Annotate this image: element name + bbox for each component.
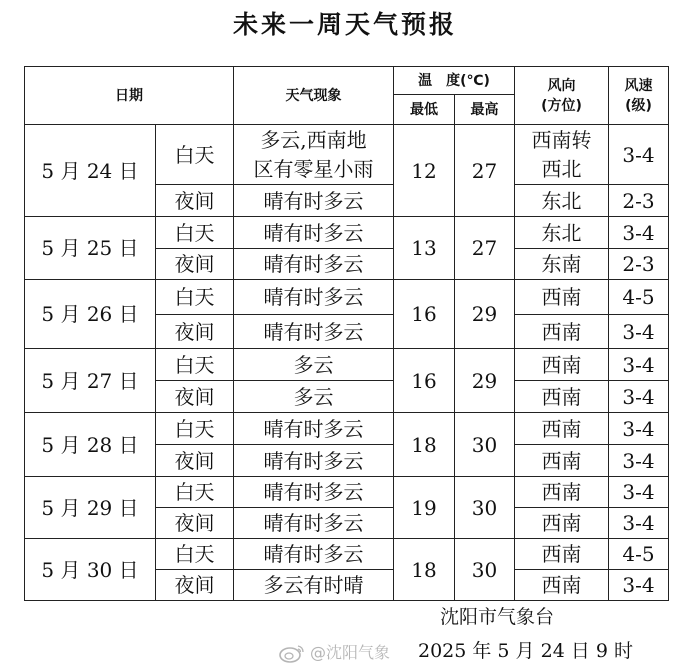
weather-night: 多云 bbox=[234, 381, 394, 413]
watermark bbox=[278, 642, 390, 664]
table-row bbox=[25, 477, 669, 508]
weather-day: 晴有时多云 bbox=[234, 477, 394, 508]
table-row bbox=[25, 349, 669, 381]
wind-dir-day: 西南 bbox=[515, 349, 609, 381]
header-wind-speed bbox=[609, 67, 669, 125]
wind-speed-day: 3-4 bbox=[609, 349, 669, 381]
table-row bbox=[25, 217, 669, 249]
wind-speed-night: 3-4 bbox=[609, 445, 669, 477]
header-temperature: 温 度(℃) bbox=[394, 67, 515, 95]
temp-low: 18 bbox=[394, 413, 455, 477]
weather-night: 晴有时多云 bbox=[234, 508, 394, 539]
weather-day: 晴有时多云 bbox=[234, 280, 394, 315]
weather-day: 晴有时多云 bbox=[234, 217, 394, 249]
wind-dir-day-line1: 西南转 bbox=[531, 127, 592, 152]
wind-dir-day: 西南 bbox=[515, 413, 609, 445]
weather-day: 多云 bbox=[234, 349, 394, 381]
wind-speed-day: 3-4 bbox=[609, 125, 669, 185]
wind-speed-night: 2-3 bbox=[609, 249, 669, 280]
temp-low: 13 bbox=[394, 217, 455, 280]
temp-high: 30 bbox=[455, 477, 515, 539]
header-wind-direction-line1: 风向 bbox=[547, 77, 576, 94]
header-wind-direction-line2: (方位) bbox=[541, 97, 582, 114]
wind-dir-day: 西南 bbox=[515, 539, 609, 570]
period-day: 白天 bbox=[156, 125, 234, 185]
period-night: 夜间 bbox=[156, 381, 234, 413]
temp-high: 29 bbox=[455, 280, 515, 349]
wind-dir-night: 西南 bbox=[515, 381, 609, 413]
issuing-station: 沈阳市气象台 bbox=[440, 606, 555, 628]
wind-speed-day: 3-4 bbox=[609, 413, 669, 445]
period-day: 白天 bbox=[156, 280, 234, 315]
header-wind-speed-line2: (级) bbox=[625, 97, 652, 114]
wind-speed-night: 3-4 bbox=[609, 570, 669, 601]
weather-night: 多云有时晴 bbox=[234, 570, 394, 601]
weather-day: 晴有时多云 bbox=[234, 413, 394, 445]
header-high: 最高 bbox=[455, 95, 515, 125]
page-title: 未来一周天气预报 bbox=[232, 10, 457, 39]
weather-day-line2: 区有零星小雨 bbox=[253, 156, 374, 181]
period-night: 夜间 bbox=[156, 570, 234, 601]
period-night: 夜间 bbox=[156, 315, 234, 349]
wind-dir-night: 东南 bbox=[515, 249, 609, 280]
period-night: 夜间 bbox=[156, 249, 234, 280]
date-cell: 5 月 26 日 bbox=[25, 280, 156, 349]
weibo-icon bbox=[278, 643, 306, 663]
wind-speed-day: 3-4 bbox=[609, 477, 669, 508]
date-cell: 5 月 25 日 bbox=[25, 217, 156, 280]
period-night: 夜间 bbox=[156, 445, 234, 477]
wind-speed-night: 3-4 bbox=[609, 315, 669, 349]
temp-low: 12 bbox=[394, 125, 455, 217]
date-cell: 5 月 28 日 bbox=[25, 413, 156, 477]
temp-high: 29 bbox=[455, 349, 515, 413]
table-row bbox=[25, 125, 669, 185]
wind-speed-day: 3-4 bbox=[609, 217, 669, 249]
date-cell: 5 月 27 日 bbox=[25, 349, 156, 413]
wind-dir-day: 西南 bbox=[515, 280, 609, 315]
weather-night: 晴有时多云 bbox=[234, 249, 394, 280]
period-day: 白天 bbox=[156, 413, 234, 445]
weather-day: 晴有时多云 bbox=[234, 539, 394, 570]
period-day: 白天 bbox=[156, 539, 234, 570]
table-row bbox=[25, 280, 669, 315]
date-cell: 5 月 29 日 bbox=[25, 477, 156, 539]
wind-dir-day: 东北 bbox=[515, 217, 609, 249]
weather-day bbox=[234, 125, 394, 185]
period-day: 白天 bbox=[156, 217, 234, 249]
date-cell: 5 月 30 日 bbox=[25, 539, 156, 601]
wind-dir-day: 西南 bbox=[515, 477, 609, 508]
wind-dir-night: 西南 bbox=[515, 570, 609, 601]
header-weather: 天气现象 bbox=[234, 67, 394, 125]
header-low: 最低 bbox=[394, 95, 455, 125]
wind-dir-night: 西南 bbox=[515, 508, 609, 539]
header-date: 日期 bbox=[25, 67, 234, 125]
wind-speed-day: 4-5 bbox=[609, 280, 669, 315]
period-day: 白天 bbox=[156, 349, 234, 381]
issued-time: 2025 年 5 月 24 日 9 时 bbox=[418, 640, 633, 662]
wind-dir-day-line2: 西北 bbox=[541, 156, 582, 181]
wind-speed-night: 3-4 bbox=[609, 381, 669, 413]
period-night: 夜间 bbox=[156, 185, 234, 217]
weather-night: 晴有时多云 bbox=[234, 445, 394, 477]
wind-dir-night: 东北 bbox=[515, 185, 609, 217]
wind-speed-night: 2-3 bbox=[609, 185, 669, 217]
temp-high: 27 bbox=[455, 125, 515, 217]
temp-low: 16 bbox=[394, 349, 455, 413]
watermark-text: @沈阳气象 bbox=[310, 643, 391, 662]
temp-low: 19 bbox=[394, 477, 455, 539]
table-row bbox=[25, 413, 669, 445]
header-wind-direction bbox=[515, 67, 609, 125]
weather-night: 晴有时多云 bbox=[234, 315, 394, 349]
wind-dir-night: 西南 bbox=[515, 315, 609, 349]
wind-speed-night: 3-4 bbox=[609, 508, 669, 539]
wind-dir-day bbox=[515, 125, 609, 185]
period-day: 白天 bbox=[156, 477, 234, 508]
weather-night: 晴有时多云 bbox=[234, 185, 394, 217]
wind-speed-day: 4-5 bbox=[609, 539, 669, 570]
weather-day-line1: 多云,西南地 bbox=[260, 127, 367, 152]
wind-dir-night: 西南 bbox=[515, 445, 609, 477]
header-wind-speed-line1: 风速 bbox=[624, 77, 653, 94]
period-night: 夜间 bbox=[156, 508, 234, 539]
date-cell: 5 月 24 日 bbox=[25, 125, 156, 217]
temp-high: 30 bbox=[455, 413, 515, 477]
temp-high: 30 bbox=[455, 539, 515, 601]
forecast-table bbox=[24, 66, 669, 601]
table-row bbox=[25, 539, 669, 570]
temp-high: 27 bbox=[455, 217, 515, 280]
temp-low: 18 bbox=[394, 539, 455, 601]
temp-low: 16 bbox=[394, 280, 455, 349]
